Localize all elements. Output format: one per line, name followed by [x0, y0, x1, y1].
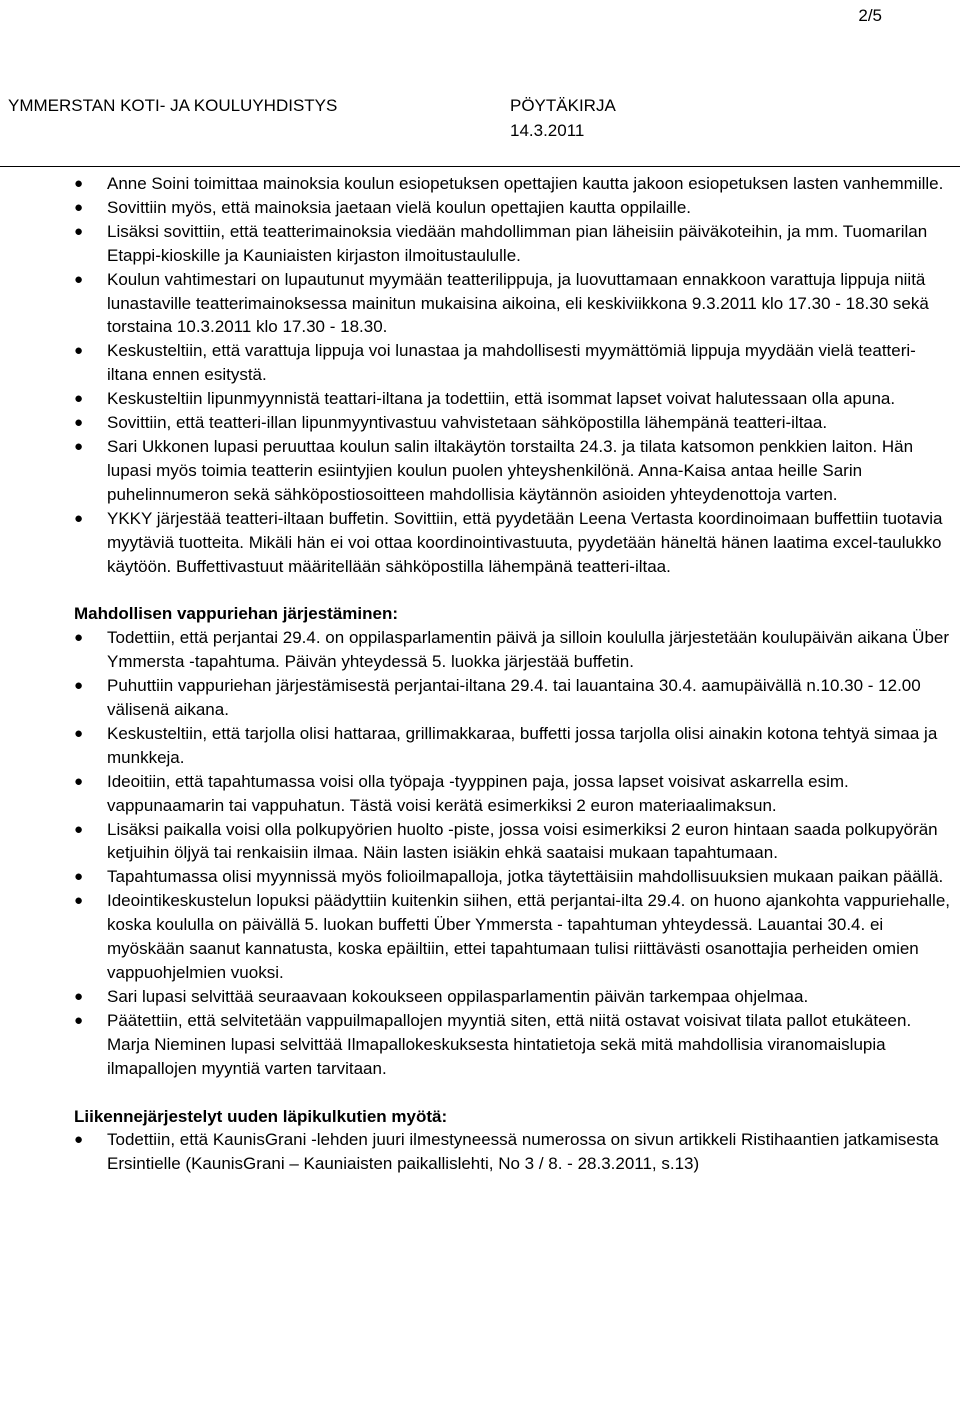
list-item: ● Todettiin, että perjantai 29.4. on oppilasparlamentin päivä ja silloin koululla järjestetään koulupäivän aikana Über Ymmersta -tapahtuma. Päivän yhteydessä 5. luokka järjestää buffetin. [74, 628, 950, 672]
section-heading-vappu: Mahdollisen vappuriehan järjestäminen: [74, 604, 399, 624]
list-item: ● Lisäksi sovittiin, että teatterimainoksia viedään mahdollimman pian läheisiin päiväkoteihin, ja mm. Tuomarilan Etappi-kioskille ja Kauniaisten kirjaston ilmoitustaululle. [74, 221, 928, 265]
list-item: ● Tapahtumassa olisi myynnissä myös folioilmapalloja, jotka täytettäisiin mahdollisuuksien mukaan paikan päällä. [0, 865, 960, 889]
bullet-icon: ● [74, 222, 84, 240]
document-type: PÖYTÄKIRJA [510, 96, 616, 115]
bullet-icon: ● [74, 868, 84, 886]
bullet-icon: ● [74, 772, 84, 790]
list-item: ● Keskusteltiin, että tarjolla olisi hattaraa, grillimakkaraa, buffetti jossa tarjolla olisi ainakin kotona tehtyä simaa ja munkkeja. [74, 723, 938, 767]
vappu-list [0, 626, 960, 1080]
page-number: 2/5 [858, 6, 882, 25]
list-item: ● Puhuttiin vappuriehan järjestämisestä perjantai-iltana 29.4. tai lauantaina 30.4. aamupäivällä n.10.30 - 12.00 välisenä aikana. [74, 676, 921, 720]
bullet-icon: ● [74, 1131, 84, 1149]
list-item: ● Ideointikeskustelun lopuksi päädyttiin kuitenkin siihen, että perjantai-ilta 29.4. on huono ajankohta vappuriehalle, koska koululla on päivällä 5. luokan buffetti Über Ymmersta - tapahtuman yhteydessä. Lauantai 30.4. ei myöskään saanut kannatusta, koska epäiltiin, ettei tapahtumaan tulisi riittävästi osanottajia perheiden omien vappuohjelmien vuoksi. [74, 891, 951, 982]
bullet-icon: ● [74, 437, 84, 455]
bullet-icon: ● [74, 629, 84, 647]
list-item: ● Keskusteltiin, että varattuja lippuja voi lunastaa ja mahdollisesti myymättömiä lippuja myydään vielä teatteri-iltana ennen esitystä. [74, 341, 916, 385]
bullet-icon: ● [74, 198, 84, 216]
header-divider [0, 166, 960, 167]
bullet-icon: ● [74, 342, 84, 360]
list-item: ● Lisäksi paikalla voisi olla polkupyörien huolto -piste, jossa voisi esimerkiksi 2 euron hintaan saada polkupyörän ketjuihin öljyä tai renkaisiin ilmaa. Näin lasten isiäkin ehkä saataisi mukaan tapahtumaan. [74, 819, 938, 863]
list-item: ● YKKY järjestää teatteri-iltaan buffetin. Sovittiin, että pyydetään Leena Vertasta koordinoimaan buffettiin tuotavia myytäviä tuotteita. Mikäli hän ei voi ottaa koordinointivastuuta, pyydetään häneltä hänen laatima excel-taulukko käytöön. Buffettivastuut määritellään sähköpostilla lähempänä teatteri-iltaa. [74, 508, 943, 576]
list-item: ● Sovittiin myös, että mainoksia jaetaan vielä koulun opettajien kautta oppilaille. [0, 196, 960, 220]
list-item: ● Ideoitiin, että tapahtumassa voisi olla työpaja -tyyppinen paja, jossa lapset voisivat askarrella esim. vappunaamarin tai vappuhatun. Tästä voisi kerätä esimerkiksi 2 euron materiaalimaksun. [74, 771, 849, 815]
list-item: ● Sari lupasi selvittää seuraavaan kokoukseen oppilasparlamentin päivän tarkempaa ohjelmaa. [0, 985, 960, 1009]
bullet-icon: ● [74, 175, 84, 192]
bullet-icon: ● [74, 677, 84, 695]
list-item: ● Päätettiin, että selvitetään vappuilmapallojen myyntiä siten, että niitä ostavat voisivat tilata pallot etukäteen. Marja Nieminen lupasi selvittää Ilmapallokeskuksesta hintatietoja sekä mitä mahdollisia viranomaislupia ilmapallojen myyntiä varten tarvitaan. [74, 1010, 912, 1078]
list-item: ● Koulun vahtimestari on lupautunut myymään teatterilippuja, ja luovuttamaan ennakkoon varattuja lippuja niitä lunastaville teatterimainoksessa mainitun mukaisina aikoina, eli keskiviikkona 9.3.2011 klo 17.30 - 18.30 sekä torstaina 10.3.2011 klo 17.30 - 18.30. [74, 269, 929, 337]
bullet-icon: ● [74, 414, 84, 432]
document-date: 14.3.2011 [510, 121, 585, 140]
bullet-icon: ● [74, 509, 84, 527]
list-item: ● Sovittiin, että teatteri-illan lipunmyyntivastuu vahvistetaan sähköpostilla lähempänä teatteri-iltaa. [0, 411, 960, 435]
list-item: ● Todettiin, että KaunisGrani -lehden juuri ilmestyneessä numerossa on sivun artikkeli Ristihaantien jatkamisesta Ersintielle (KaunisGrani – Kauniaisten paikallislehti, No 3 / 8. - 28.3.2011, s.13) [74, 1130, 939, 1174]
list-item: ● Keskusteltiin lipunmyynnistä teattari-iltana ja todettiin, että isommat lapset voivat halutessaan olla apuna. [0, 387, 960, 411]
intro-list [0, 172, 960, 578]
organization-name: YMMERSTAN KOTI- JA KOULUYHDISTYS [8, 96, 338, 115]
bullet-icon: ● [74, 390, 84, 408]
bullet-icon: ● [74, 820, 84, 838]
bullet-icon: ● [74, 1011, 84, 1029]
bullet-icon: ● [74, 270, 84, 288]
document-body [0, 172, 960, 1176]
bullet-icon: ● [74, 892, 84, 910]
list-item: ● Sari Ukkonen lupasi peruuttaa koulun salin iltakäytön torstailta 24.3. ja tilata katsomon penkkien laiton. Hän lupasi myös toimia teatterin esiintyjien koulun puolen yhteyshenkilönä. Anna-Kaisa antaa heille Sarin puhelinnumeron sekä sähköpostiosoitteen mahdollisia käytännön asioiden yhteydenottoja varten. [74, 436, 914, 504]
traffic-list [0, 1128, 960, 1176]
bullet-icon: ● [74, 724, 84, 742]
bullet-icon: ● [74, 987, 84, 1005]
section-heading-traffic: Liikennejärjestelyt uuden läpikulkutien myötä: [74, 1106, 448, 1126]
list-item: ● Anne Soini toimittaa mainoksia koulun esiopetuksen opettajien kautta jakoon esiopetuksen lasten vanhemmille. [0, 172, 960, 196]
